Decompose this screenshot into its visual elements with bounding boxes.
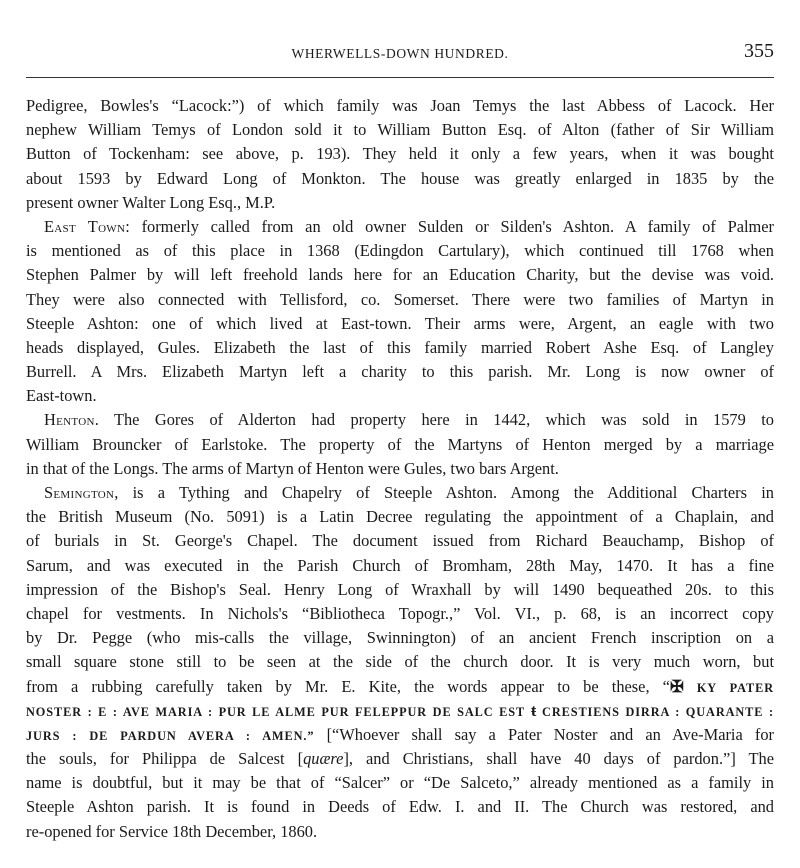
inscription-line — [26, 699, 774, 723]
text-run: : formerly called from an old owner Sulden or Silden's Ashton. A family of Palmer — [125, 216, 774, 236]
body-text — [26, 94, 774, 844]
text-line — [26, 481, 774, 505]
text-line: impression of the Bishop's Seal. Henry Long of Wraxhall by will 1490 bequeathed 20s. to this — [26, 579, 774, 599]
text-run: from a rubbing carefully taken by Mr. E. Kite, the words appear to be these, “ — [26, 676, 670, 696]
paragraph-henton — [26, 408, 774, 481]
text-line: about 1593 by Edward Long of Monkton. The house was greatly enlarged in 1835 by the — [26, 168, 774, 188]
paragraph-east-town — [26, 215, 774, 409]
text-line: Burrell. A Mrs. Elizabeth Martyn left a charity to this parish. Mr. Long is now owner of — [26, 362, 774, 382]
text-line: present owner Walter Long Esq., M.P. — [26, 192, 276, 212]
text-line: Sarum, and was executed in the Parish Church of Bromham, 28th May, 1470. It has a fine — [26, 555, 774, 575]
text-line — [26, 723, 774, 747]
text-line — [26, 215, 774, 239]
inscription-text: NOSTER : E : AVE MARIA : PUR LE ALME PUR FELEPPUR DE SALC EST — [26, 704, 526, 719]
text-line — [26, 747, 774, 771]
text-line: in that of the Longs. The arms of Martyn of Henton were Gules, two bars Argent. — [26, 458, 559, 478]
translation-text: [“Whoever shall say a Pater Noster and an Ave-Maria for — [326, 724, 774, 744]
text-line: small square stone still to be seen at the side of the church door. It is very much worn, but — [26, 652, 774, 672]
text-run: . The Gores of Alderton had property here in 1442, which was sold in 1579 to — [94, 410, 774, 430]
cross-pattee-icon: ✠ — [669, 676, 684, 696]
inscription-text: JURS : DE PARDUN AVERA : AMEN.” — [26, 728, 315, 743]
text-line: Stephen Palmer by will left freehold lands here for an Education Charity, but the devise was void. — [26, 265, 774, 285]
section-heading-east-town: East Town — [44, 216, 126, 236]
inscription-text: CRESTIENS DIRRA : QUARANTE : — [542, 704, 774, 719]
text-line — [26, 408, 774, 432]
text-line: East-town. — [26, 386, 97, 406]
text-line: Button of Tockenham: see above, p. 193). They held it only a few years, when it was bought — [26, 144, 774, 164]
text-line: nephew William Temys of London sold it to William Button Esq. of Alton (father of Sir William — [26, 120, 774, 140]
paragraph-lacock — [26, 94, 774, 215]
paragraph-semington — [26, 481, 774, 844]
section-heading-henton: Henton — [44, 410, 95, 430]
running-head — [26, 40, 774, 64]
text-line: the British Museum (No. 5091) is a Latin Decree regulating the appointment of a Chaplain, and — [26, 507, 774, 527]
inscription-text: KY PATER — [696, 680, 774, 695]
text-line: chapel for vestments. In Nichols's “Bibliotheca Topogr.,” Vol. VI., p. 68, is an incorrect copy — [26, 603, 774, 623]
text-line: of burials in St. George's Chapel. The document issued from Richard Beauchamp, Bishop of — [26, 531, 774, 551]
page-number: 355 — [744, 40, 774, 62]
text-line: by Dr. Pegge (who mis-calls the village, Swinnington) of an ancient French inscription on a — [26, 628, 774, 648]
header-rule — [26, 77, 774, 78]
translation-italic: quære — [303, 749, 344, 769]
text-run: The — [748, 749, 774, 769]
text-line: Pedigree, Bowles's “Lacock:”) of which family was Joan Temys the last Abbess of Lacock. Her — [26, 96, 774, 115]
translation-text: the souls, for Philippa de Salcest [ — [26, 749, 304, 769]
text-line — [26, 675, 774, 699]
text-line: Steeple Ashton: one of which lived at East-town. Their arms were, Argent, an eagle with two — [26, 313, 774, 333]
text-run: , is a Tything and Chapelry of Steeple Ashton. Among the Additional Charters in — [114, 483, 774, 502]
abbreviation-mark-icon: ŧ — [530, 700, 537, 720]
text-line: name is doubtful, but it may be that of “Salcer” or “De Salceto,” already mentioned as a family in — [26, 773, 774, 793]
text-line: re-opened for Service 18th December, 1860. — [26, 821, 318, 841]
text-line: William Brouncker of Earlstoke. The property of the Martyns of Henton merged by a marriage — [26, 434, 774, 454]
text-line: heads displayed, Gules. Elizabeth the last of this family married Robert Ashe Esq. of Langley — [26, 337, 774, 357]
text-line: is mentioned as of this place in 1368 (Edingdon Cartulary), which continued till 1768 when — [26, 241, 774, 261]
section-heading-semington: Semington — [44, 483, 115, 502]
text-line: Steeple Ashton parish. It is found in Deeds of Edw. I. and II. The Church was restored, and — [26, 797, 774, 817]
running-title: WHERWELLS-DOWN HUNDRED. — [291, 46, 509, 61]
text-line: They were also connected with Tellisford, co. Somerset. There were two families of Martyn in — [26, 289, 774, 309]
translation-text: ], and Christians, shall have 40 days of pardon.”] — [343, 749, 736, 769]
